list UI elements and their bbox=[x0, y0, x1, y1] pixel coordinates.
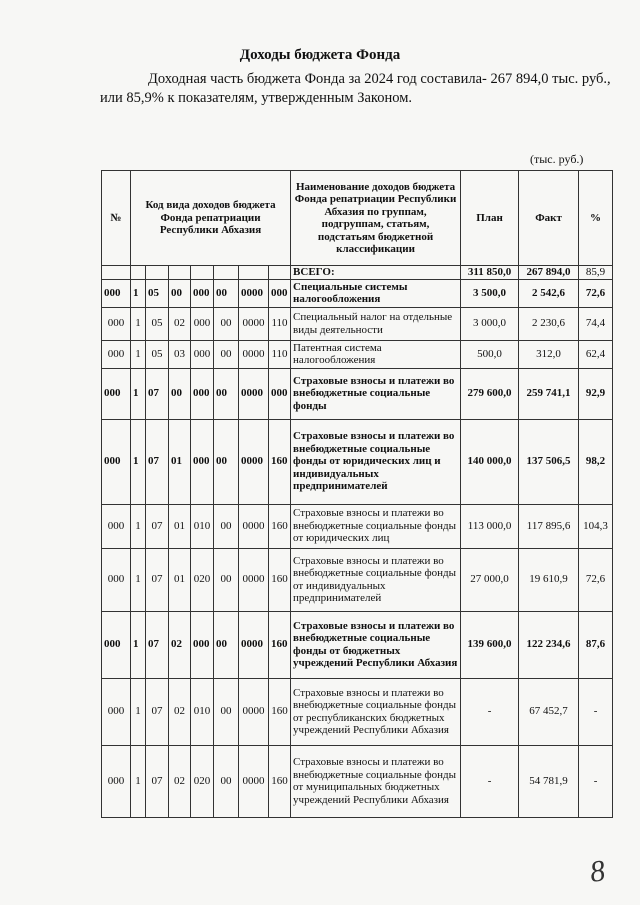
code-part: 00 bbox=[214, 419, 239, 504]
code-part: 0000 bbox=[239, 504, 269, 548]
row-fact: 67 452,7 bbox=[519, 678, 579, 745]
code-part: 0000 bbox=[239, 611, 269, 678]
code-part: 00 bbox=[214, 548, 239, 611]
code-part: 00 bbox=[214, 368, 239, 419]
units-label: (тыс. руб.) bbox=[530, 152, 584, 166]
code-part: 0000 bbox=[239, 368, 269, 419]
table-row bbox=[102, 279, 613, 307]
code-part: 00 bbox=[169, 368, 191, 419]
code-part: 0000 bbox=[239, 279, 269, 307]
code-part: 1 bbox=[131, 504, 146, 548]
code-part: 000 bbox=[269, 279, 291, 307]
header-pct: % bbox=[579, 171, 613, 266]
section-title: Доходы бюджета Фонда bbox=[239, 47, 401, 63]
header-fact: Факт bbox=[519, 171, 579, 266]
code-part: 1 bbox=[131, 548, 146, 611]
code-part: 000 bbox=[191, 307, 214, 340]
code-part: 0000 bbox=[239, 307, 269, 340]
row-name: Патентная система налогообложения bbox=[291, 340, 461, 368]
row-plan: 140 000,0 bbox=[461, 419, 519, 504]
code-part: 00 bbox=[169, 279, 191, 307]
code-part: 07 bbox=[146, 611, 169, 678]
header-num: № bbox=[102, 171, 131, 266]
row-fact: 117 895,6 bbox=[519, 504, 579, 548]
code-part: 01 bbox=[169, 504, 191, 548]
row-fact: 312,0 bbox=[519, 340, 579, 368]
row-name: Страховые взносы и платежи во внебюджетные социальные фонды bbox=[291, 368, 461, 419]
code-part: 000 bbox=[102, 611, 131, 678]
code-part: 07 bbox=[146, 678, 169, 745]
code-part: 020 bbox=[191, 548, 214, 611]
total-label: ВСЕГО: bbox=[291, 266, 461, 280]
row-name: Специальный налог на отдельные виды деятельности bbox=[291, 307, 461, 340]
code-part: 03 bbox=[169, 340, 191, 368]
header-plan: План bbox=[461, 171, 519, 266]
code-part: 1 bbox=[131, 279, 146, 307]
row-pct: - bbox=[579, 678, 613, 745]
code-part: 000 bbox=[102, 368, 131, 419]
code-part: 000 bbox=[191, 611, 214, 678]
row-plan: - bbox=[461, 678, 519, 745]
code-part: 000 bbox=[191, 419, 214, 504]
row-plan: 500,0 bbox=[461, 340, 519, 368]
row-pct: - bbox=[579, 745, 613, 817]
code-part: 000 bbox=[102, 548, 131, 611]
table-row bbox=[102, 368, 613, 419]
code-part: 00 bbox=[214, 745, 239, 817]
table-row bbox=[102, 745, 613, 817]
code-part: 07 bbox=[146, 745, 169, 817]
code-part: 07 bbox=[146, 504, 169, 548]
code-part: 000 bbox=[191, 279, 214, 307]
code-part: 000 bbox=[102, 678, 131, 745]
code-part: 01 bbox=[169, 419, 191, 504]
code-part: 02 bbox=[169, 745, 191, 817]
code-part: 1 bbox=[131, 340, 146, 368]
table-row bbox=[102, 504, 613, 548]
row-fact: 259 741,1 bbox=[519, 368, 579, 419]
code-part: 160 bbox=[269, 504, 291, 548]
row-name: Специальные системы налогообложения bbox=[291, 279, 461, 307]
code-part: 010 bbox=[191, 678, 214, 745]
code-part: 07 bbox=[146, 548, 169, 611]
total-fact: 267 894,0 bbox=[519, 266, 579, 280]
code-part: 0000 bbox=[239, 419, 269, 504]
row-name: Страховые взносы и платежи во внебюджетные социальные фонды от бюджетных учреждений Республики Абхазия bbox=[291, 611, 461, 678]
table-row bbox=[102, 340, 613, 368]
row-name: Страховые взносы и платежи во внебюджетные социальные фонды от юридических лиц и индивидуальных предпринимателей bbox=[291, 419, 461, 504]
code-part: 1 bbox=[131, 307, 146, 340]
table-row bbox=[102, 548, 613, 611]
table-row bbox=[102, 307, 613, 340]
header-name: Наименование доходов бюджета Фонда репатриации Республики Абхазия по группам, подгруппам, статьям, подстатьям бюджетной классификации bbox=[291, 171, 461, 266]
code-part: 00 bbox=[214, 340, 239, 368]
row-pct: 87,6 bbox=[579, 611, 613, 678]
code-part: 00 bbox=[214, 611, 239, 678]
code-part: 05 bbox=[146, 279, 169, 307]
row-name: Страховые взносы и платежи во внебюджетные социальные фонды от юридических лиц bbox=[291, 504, 461, 548]
code-part: 160 bbox=[269, 611, 291, 678]
code-part: 000 bbox=[102, 745, 131, 817]
code-part: 010 bbox=[191, 504, 214, 548]
row-plan: 3 000,0 bbox=[461, 307, 519, 340]
code-part: 07 bbox=[146, 368, 169, 419]
row-pct: 92,9 bbox=[579, 368, 613, 419]
row-fact: 137 506,5 bbox=[519, 419, 579, 504]
code-part: 000 bbox=[102, 504, 131, 548]
code-part: 05 bbox=[146, 340, 169, 368]
code-part: 00 bbox=[214, 678, 239, 745]
row-plan: - bbox=[461, 745, 519, 817]
row-pct: 74,4 bbox=[579, 307, 613, 340]
table-row bbox=[102, 611, 613, 678]
code-part: 05 bbox=[146, 307, 169, 340]
row-name: Страховые взносы и платежи во внебюджетные социальные фонды от муниципальных бюджетных учреждений Республики Абхазия bbox=[291, 745, 461, 817]
code-part: 000 bbox=[191, 368, 214, 419]
revenue-table bbox=[101, 170, 613, 818]
header-row bbox=[102, 171, 613, 266]
row-plan: 113 000,0 bbox=[461, 504, 519, 548]
code-part: 110 bbox=[269, 340, 291, 368]
summary-paragraph: Доходная часть бюджета Фонда за 2024 год составила- 267 894,0 тыс. руб., или 85,9% к показателям, утвержденным Законом. bbox=[100, 71, 611, 106]
code-part: 160 bbox=[269, 419, 291, 504]
code-part: 110 bbox=[269, 307, 291, 340]
code-part: 160 bbox=[269, 548, 291, 611]
total-plan: 311 850,0 bbox=[461, 266, 519, 280]
row-pct: 72,6 bbox=[579, 279, 613, 307]
row-name: Страховые взносы и платежи во внебюджетные социальные фонды от республиканских бюджетных учреждений Республики Абхазия bbox=[291, 678, 461, 745]
code-part: 160 bbox=[269, 745, 291, 817]
code-part: 1 bbox=[131, 611, 146, 678]
code-part: 01 bbox=[169, 548, 191, 611]
code-part: 000 bbox=[102, 340, 131, 368]
row-plan: 139 600,0 bbox=[461, 611, 519, 678]
handwritten-page-number: 8 bbox=[587, 854, 608, 889]
code-part: 1 bbox=[131, 368, 146, 419]
code-part: 000 bbox=[191, 340, 214, 368]
code-part: 1 bbox=[131, 678, 146, 745]
code-part: 00 bbox=[214, 504, 239, 548]
code-part: 0000 bbox=[239, 678, 269, 745]
row-fact: 2 230,6 bbox=[519, 307, 579, 340]
table-row bbox=[102, 419, 613, 504]
total-row bbox=[102, 266, 613, 280]
code-part: 00 bbox=[214, 279, 239, 307]
row-pct: 72,6 bbox=[579, 548, 613, 611]
table-row bbox=[102, 678, 613, 745]
total-pct: 85,9 bbox=[579, 266, 613, 280]
row-plan: 3 500,0 bbox=[461, 279, 519, 307]
code-part: 000 bbox=[102, 419, 131, 504]
code-part: 0000 bbox=[239, 548, 269, 611]
code-part: 1 bbox=[131, 745, 146, 817]
code-part: 07 bbox=[146, 419, 169, 504]
row-plan: 279 600,0 bbox=[461, 368, 519, 419]
row-pct: 62,4 bbox=[579, 340, 613, 368]
row-pct: 98,2 bbox=[579, 419, 613, 504]
header-code: Код вида доходов бюджета Фонда репатриации Республики Абхазия bbox=[131, 171, 291, 266]
code-part: 00 bbox=[214, 307, 239, 340]
row-fact: 2 542,6 bbox=[519, 279, 579, 307]
code-part: 02 bbox=[169, 611, 191, 678]
code-part: 020 bbox=[191, 745, 214, 817]
code-part: 000 bbox=[269, 368, 291, 419]
code-part: 02 bbox=[169, 307, 191, 340]
code-part: 02 bbox=[169, 678, 191, 745]
code-part: 000 bbox=[102, 307, 131, 340]
code-part: 160 bbox=[269, 678, 291, 745]
code-part: 0000 bbox=[239, 745, 269, 817]
row-plan: 27 000,0 bbox=[461, 548, 519, 611]
row-pct: 104,3 bbox=[579, 504, 613, 548]
row-fact: 19 610,9 bbox=[519, 548, 579, 611]
row-fact: 122 234,6 bbox=[519, 611, 579, 678]
row-name: Страховые взносы и платежи во внебюджетные социальные фонды от индивидуальных предпринимателей bbox=[291, 548, 461, 611]
code-part: 0000 bbox=[239, 340, 269, 368]
code-part: 1 bbox=[131, 419, 146, 504]
code-part: 000 bbox=[102, 279, 131, 307]
row-fact: 54 781,9 bbox=[519, 745, 579, 817]
